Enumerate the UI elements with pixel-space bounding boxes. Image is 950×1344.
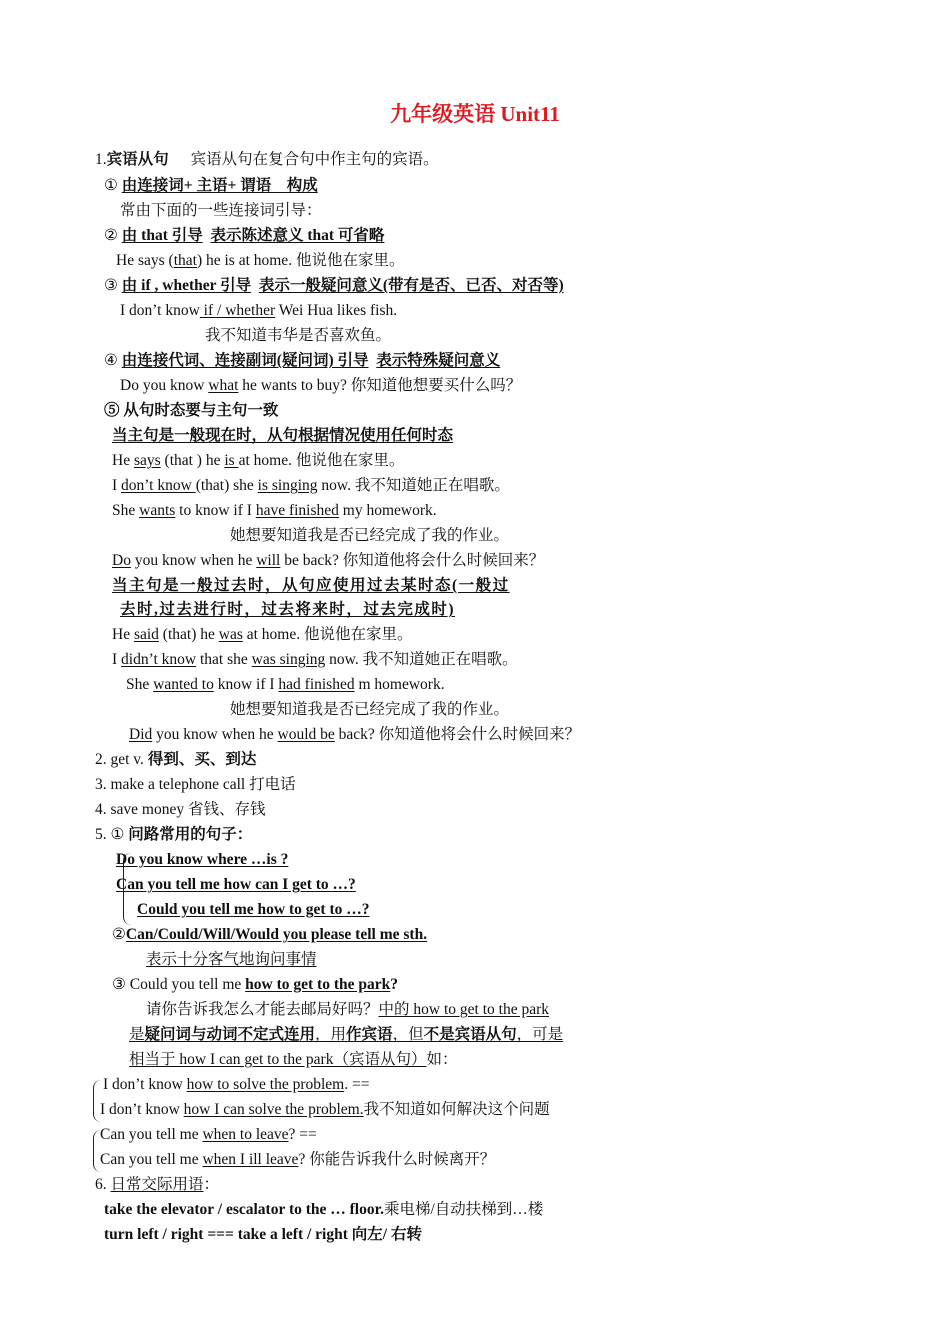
rule-4: ④ 由连接代词、连接副词(疑问词) 引导 表示特殊疑问意义 bbox=[104, 352, 501, 369]
translation-line: 她想要知道我是否已经完成了我的作业。 bbox=[230, 527, 510, 544]
translation-line: 我不知道韦华是否喜欢鱼。 bbox=[205, 327, 392, 344]
example-line: ③ Could you tell me how to get to the park? bbox=[112, 976, 398, 993]
rule-2: ② 由 that 引导 表示陈述意义 that 可省略 bbox=[104, 227, 385, 244]
direction-question: Do you know where …is ? bbox=[116, 851, 289, 868]
text-line: 常由下面的一些连接词引导： bbox=[120, 202, 322, 219]
example-line: Do you know when he will be back? 你知道他将会什么时候回来？ bbox=[112, 552, 545, 569]
page-title: 九年级英语 Unit11 bbox=[390, 102, 560, 126]
tense-rule-past: 当主句是一般过去时，从句应使用过去某时态(一般过 bbox=[112, 577, 510, 594]
direction-question: Can you tell me how can I get to …? bbox=[116, 876, 356, 893]
example-line: She wanted to know if I had finished m homework. bbox=[126, 676, 445, 693]
example-line: Can you tell me when I ill leave? 你能告诉我什么时候离开？ bbox=[100, 1151, 496, 1168]
section-1-heading: 1.宾语从句 宾语从句在复合句中作主句的宾语。 bbox=[95, 151, 439, 168]
rule-3: ③ 由 if , whether 引导 表示一般疑问意义(带有是否、已否、对否等) bbox=[104, 277, 564, 294]
example-line: She wants to know if I have finished my homework. bbox=[112, 502, 437, 519]
text-line: 是疑问词与动词不定式连用，用作宾语，但不是宾语从句，可是 bbox=[129, 1026, 564, 1043]
example-line: I don’t know how I can solve the problem.我不知道如何解决这个问题 bbox=[100, 1101, 550, 1118]
section-2: 2. get v. 得到、买、到达 bbox=[95, 751, 257, 768]
rule-5: ⑤ 从句时态要与主句一致 bbox=[104, 402, 279, 419]
phrase-line: turn left / right === take a left / right 向左/ 右转 bbox=[104, 1226, 422, 1243]
section-4: 4. save money 省钱、存钱 bbox=[95, 801, 266, 818]
example-line: Can you tell me when to leave? == bbox=[100, 1126, 317, 1143]
text-line: 表示十分客气地询问事情 bbox=[146, 951, 317, 968]
section-5: 5. ① 问路常用的句子： bbox=[95, 826, 253, 843]
example-line: He says (that ) he is at home. 他说他在家里。 bbox=[112, 452, 405, 469]
example-line: I don’t know (that) she is singing now. 我不知道她正在唱歌。 bbox=[112, 477, 510, 494]
tense-rule-present: 当主句是一般现在时，从句根据情况使用任何时态 bbox=[112, 427, 454, 444]
polite-question: ②Can/Could/Will/Would you please tell me sth. bbox=[112, 926, 428, 943]
text-line: 请你告诉我怎么才能去邮局好吗？中的 how to get to the park bbox=[146, 1001, 549, 1018]
example-line: Did you know when he would be back? 你知道他将会什么时候回来？ bbox=[129, 726, 581, 743]
text-line: 相当于 how I can get to the park（宾语从句）如： bbox=[129, 1051, 458, 1068]
example-line: Do you know what he wants to buy? 你知道他想要买什么吗？ bbox=[120, 377, 522, 394]
direction-question: Could you tell me how to get to …? bbox=[137, 901, 370, 918]
example-line: I didn’t know that she was singing now. 我不知道她正在唱歌。 bbox=[112, 651, 518, 668]
example-line: I don’t know if / whether Wei Hua likes fish. bbox=[120, 302, 398, 319]
example-line: I don’t know how to solve the problem. == bbox=[103, 1076, 370, 1093]
rule-1: ① 由连接词+ 主语+ 谓语 构成 bbox=[104, 177, 318, 194]
example-line: He said (that) he was at home. 他说他在家里。 bbox=[112, 626, 413, 643]
phrase-line: take the elevator / escalator to the … floor.乘电梯/自动扶梯到…楼 bbox=[104, 1201, 544, 1218]
tense-rule-past-cont: 去时,过去进行时，过去将来时，过去完成时) bbox=[120, 601, 456, 618]
example-line: He says (that) he is at home. 他说他在家里。 bbox=[116, 252, 405, 269]
section-6: 6. 日常交际用语： bbox=[95, 1176, 220, 1193]
section-3: 3. make a telephone call 打电话 bbox=[95, 776, 296, 793]
translation-line: 她想要知道我是否已经完成了我的作业。 bbox=[230, 701, 510, 718]
